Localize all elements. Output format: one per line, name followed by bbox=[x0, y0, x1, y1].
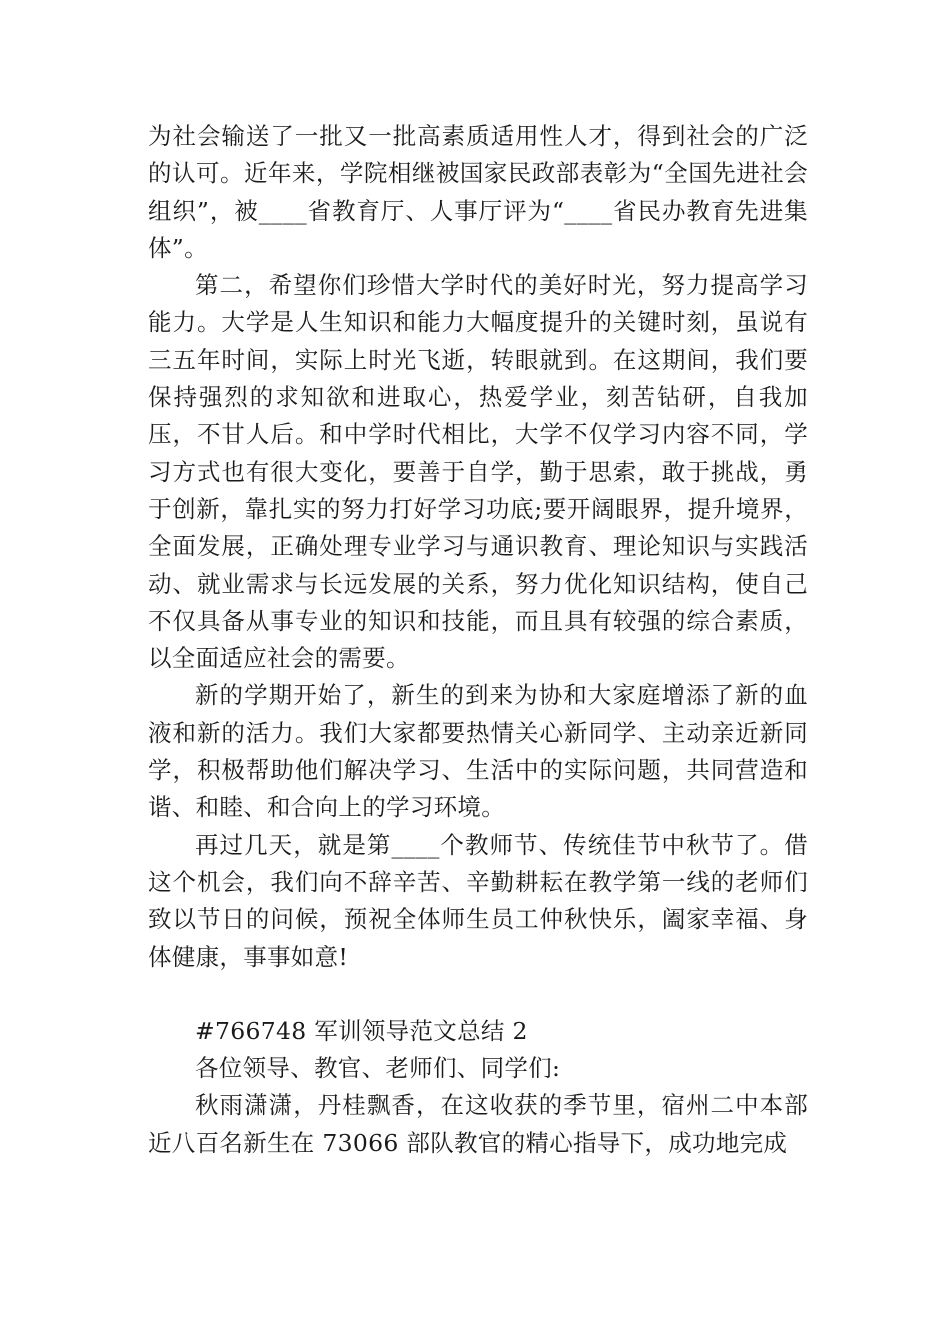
paragraph-second-point: 第二，希望你们珍惜大学时代的美好时光，努力提高学习能力。大学是人生知识和能力大幅度提升的关键时刻，虽说有三五年时间，实际上时光飞逝，转眼就到。在这期间，我们要保持强烈的求知欲和进取心，热爱学业，刻苦钻研，自我加压，不甘人后。和中学时代相比，大学不仅学习内容不同，学习方式也有很大变化，要善于自学，勤于思索，敢于挑战，勇于创新，靠扎实的努力打好学习功底;要开阔眼界，提升境界，全面发展，正确处理专业学习与通识教育、理论知识与实践活动、就业需求与长远发展的关系，努力优化知识结构，使自己不仅具备从事专业的知识和技能，而且具有较强的综合素质，以全面适应社会的需要。 bbox=[148, 271, 808, 673]
salutation: 各位领导、教官、老师们、同学们: bbox=[195, 1054, 561, 1083]
paragraph-intro-continuation: 为社会输送了一批又一批高素质适用性人才，得到社会的广泛的认可。近年来，学院相继被国家民政部表彰为“全国先进社会组织”，被____省教育厅、人事厅评为“____省民办教育先进集体”。 bbox=[148, 122, 808, 262]
paragraph-gap bbox=[148, 976, 808, 1013]
paragraph-teachers-day: 再过几天，就是第____个教师节、传统佳节中秋节了。借这个机会，我们向不辞辛苦、辛勤耕耘在教学第一线的老师们致以节日的问候，预祝全体师生员工仲秋快乐，阖家幸福、身体健康，事事如意! bbox=[148, 830, 808, 971]
paragraph-new-semester: 新的学期开始了，新生的到来为协和大家庭增添了新的血液和新的活力。我们大家都要热情关心新同学、主动亲近新同学，积极帮助他们解决学习、生活中的实际问题，共同营造和谐、和睦、和合向上的学习环境。 bbox=[148, 681, 808, 822]
document-body bbox=[148, 118, 808, 1162]
section-title: #766748 军训领导范文总结 2 bbox=[195, 1016, 528, 1045]
paragraph-military-training: 秋雨潇潇，丹桂飘香，在这收获的季节里，宿州二中本部近八百名新生在 73066 部队教官的精心指导下，成功地完成 bbox=[148, 1091, 808, 1157]
